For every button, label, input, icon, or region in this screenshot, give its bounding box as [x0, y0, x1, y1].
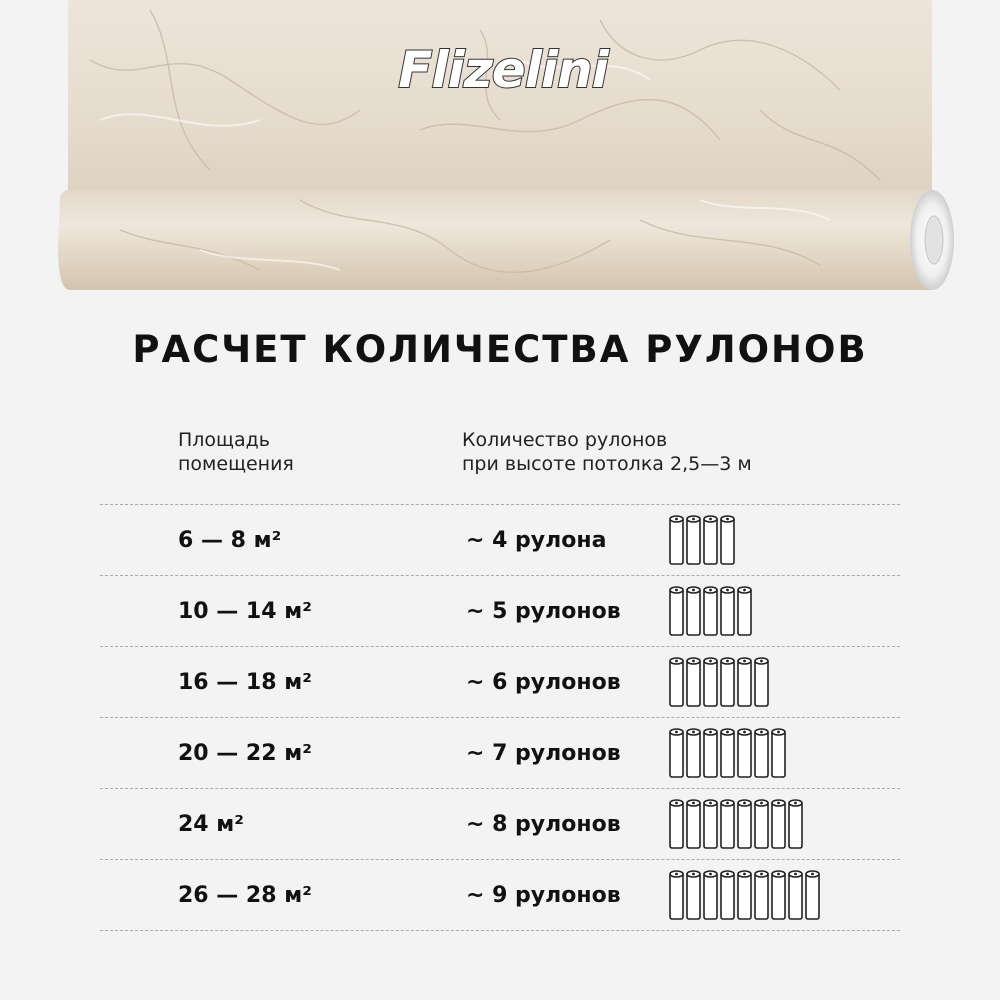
area-cell: 26 — 28 м²: [178, 883, 312, 908]
roll-icons: [668, 727, 868, 779]
wallpaper-roll-icon: [670, 871, 683, 919]
wallpaper-roll-icon: [721, 587, 734, 635]
rolls-cell: ~ 6 рулонов: [466, 670, 621, 695]
wallpaper-roll-icon: [687, 587, 700, 635]
wallpaper-roll-icon: [755, 658, 768, 706]
rolls-cell: ~ 5 рулонов: [466, 599, 621, 624]
wallpaper-roll-icon: [721, 658, 734, 706]
wallpaper-roll-icon: [721, 871, 734, 919]
table-row: [100, 504, 900, 575]
wallpaper-roll-icon: [738, 587, 751, 635]
wallpaper-roll-icon: [687, 729, 700, 777]
roll-icons: [668, 656, 868, 708]
table-row: [100, 575, 900, 646]
wallpaper-roll-icon: [687, 800, 700, 848]
wallpaper-roll-icon: [755, 800, 768, 848]
wallpaper-roll-icon: [704, 516, 717, 564]
roll-icons: [668, 514, 868, 566]
wallpaper-roll-icon: [687, 516, 700, 564]
wallpaper-roll-icon: [789, 871, 802, 919]
wallpaper-roll-icon: [670, 587, 683, 635]
wallpaper-roll-icon: [704, 800, 717, 848]
column-header-rolls: Количество рулонов при высоте потолка 2,5—3 м: [462, 429, 752, 475]
table-row: [100, 646, 900, 717]
roll-icons: [668, 585, 868, 637]
wallpaper-roll-icon: [721, 729, 734, 777]
wallpaper-roll-icon: [755, 729, 768, 777]
rolls-cell: ~ 8 рулонов: [466, 812, 621, 837]
wallpaper-roll-icon: [704, 658, 717, 706]
column-header-area: Площадь помещения: [178, 429, 294, 475]
wallpaper-roll-icon: [772, 800, 785, 848]
wallpaper-roll-icon: [772, 729, 785, 777]
table-row: [100, 717, 900, 788]
table-bottom-divider: [100, 930, 900, 931]
wallpaper-roll-icon: [704, 587, 717, 635]
wallpaper-roll-icon: [738, 658, 751, 706]
wallpaper-roll-icon: [772, 871, 785, 919]
area-cell: 24 м²: [178, 812, 244, 837]
wallpaper-roll-icon: [738, 729, 751, 777]
wallpaper-roll-icon: [755, 871, 768, 919]
area-cell: 6 — 8 м²: [178, 528, 282, 553]
table-row: [100, 859, 900, 930]
wallpaper-roll-icon: [670, 729, 683, 777]
rolls-cell: ~ 4 рулона: [466, 528, 607, 553]
wallpaper-roll-icon: [806, 871, 819, 919]
table-row: [100, 788, 900, 859]
wallpaper-roll-icon: [670, 658, 683, 706]
rolls-cell: ~ 9 рулонов: [466, 883, 621, 908]
wallpaper-roll-icon: [704, 729, 717, 777]
wallpaper-roll-icon: [721, 800, 734, 848]
wallpaper-roll-icon: [738, 800, 751, 848]
wallpaper-roll-icon: [670, 516, 683, 564]
page-title: РАСЧЕТ КОЛИЧЕСТВА РУЛОНОВ: [132, 328, 868, 371]
area-cell: 20 — 22 м²: [178, 741, 312, 766]
rolls-cell: ~ 7 рулонов: [466, 741, 621, 766]
roll-icons: [668, 798, 868, 850]
wallpaper-roll-icon: [721, 516, 734, 564]
area-cell: 16 — 18 м²: [178, 670, 312, 695]
wallpaper-roll-icon: [789, 800, 802, 848]
wallpaper-roll-icon: [687, 871, 700, 919]
wallpaper-roll-image: [0, 0, 1000, 300]
wallpaper-roll-icon: [738, 871, 751, 919]
wallpaper-roll-icon: [670, 800, 683, 848]
area-cell: 10 — 14 м²: [178, 599, 312, 624]
wallpaper-roll-icon: [687, 658, 700, 706]
wallpaper-roll-icon: [704, 871, 717, 919]
brand-logo: Flizelini: [398, 41, 608, 99]
roll-icons: [668, 869, 868, 921]
rolls-table: [100, 504, 900, 931]
